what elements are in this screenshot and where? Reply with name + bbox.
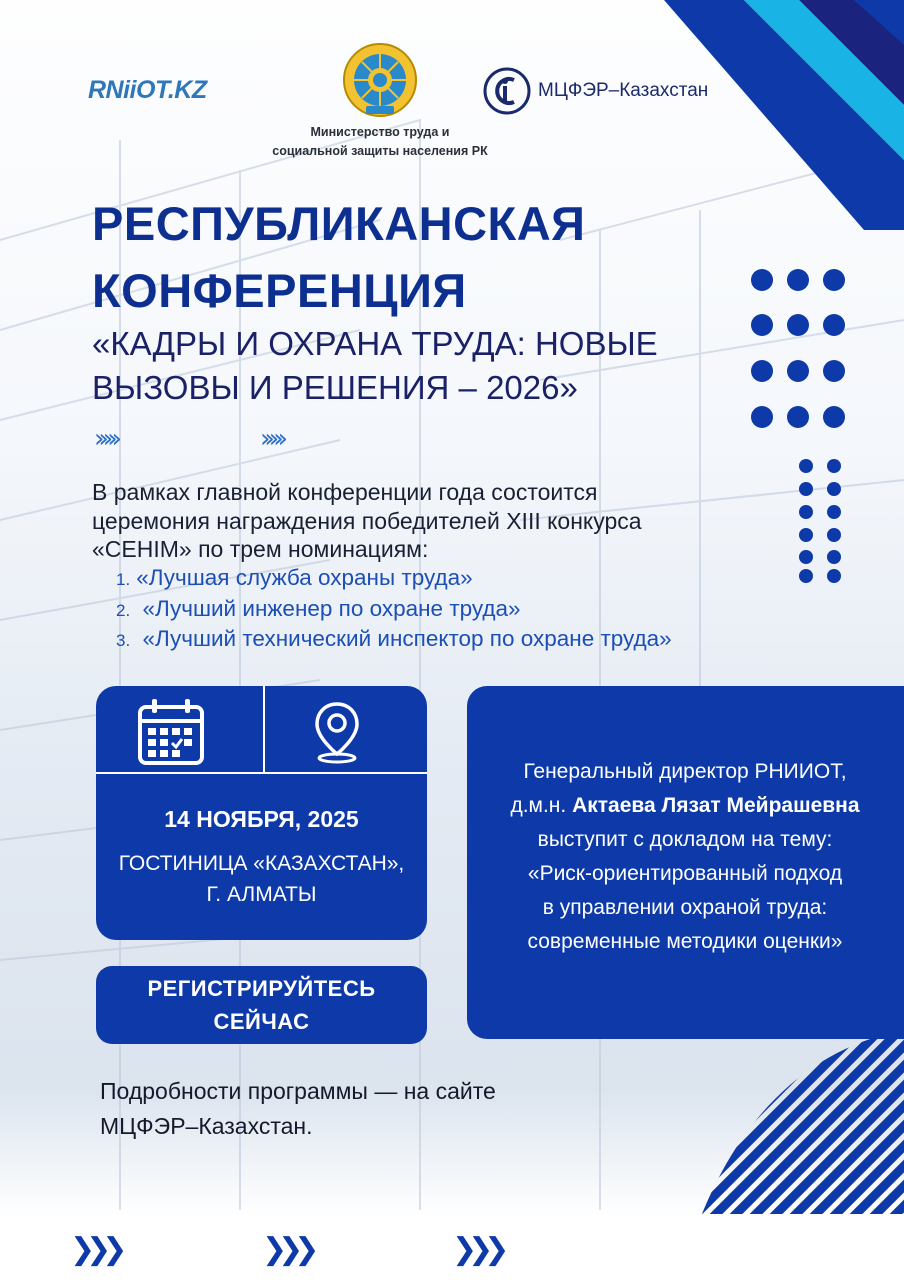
card-divider bbox=[96, 772, 427, 774]
kazakhstan-emblem-icon bbox=[342, 40, 418, 120]
list-item-text: «Лучший инженер по охране труда» bbox=[136, 595, 521, 621]
title-line-2: КОНФЕРЕНЦИЯ bbox=[92, 264, 467, 317]
mcfer-logo-icon bbox=[483, 67, 531, 115]
speaker-name-line bbox=[478, 789, 892, 823]
chevrons-icon: ››››› bbox=[94, 424, 116, 454]
speaker-name: Актаева Лязат Мейрашевна bbox=[572, 794, 860, 817]
intro-line-2: церемония награждения победителей XIII конкурса bbox=[92, 507, 642, 534]
chevrons-icon: ››››› bbox=[260, 424, 282, 454]
details-text bbox=[100, 1074, 620, 1144]
register-button[interactable] bbox=[96, 966, 427, 1044]
dot-column-decoration bbox=[796, 456, 846, 586]
intro-line-1: В рамках главной конференции года состоится bbox=[92, 479, 598, 505]
chevrons-icon: ❯❯❯ bbox=[262, 1232, 311, 1267]
intro-line-3: «СЕНІМ» по трем номинациям: bbox=[92, 536, 429, 562]
dot-grid-decoration bbox=[748, 266, 848, 432]
subtitle-line-2: ВЫЗОВЫ И РЕШЕНИЯ – 2026» bbox=[92, 369, 578, 406]
intro-text bbox=[92, 478, 792, 564]
speaker-topic-line-3: современные методики оценки» bbox=[527, 930, 843, 953]
register-button-line-1: РЕГИСТРИРУЙТЕСЬ bbox=[147, 976, 376, 1001]
list-item-number: 3. bbox=[116, 631, 131, 650]
list-item-number: 1. bbox=[116, 570, 131, 589]
speaker-degree: д.м.н. bbox=[510, 794, 573, 817]
mcfer-logo-text: МЦФЭР–Казахстан bbox=[538, 80, 709, 101]
list-item bbox=[116, 564, 672, 595]
speaker-position: Генеральный директор РНИИОТ, bbox=[523, 760, 847, 783]
list-item-text: «Лучший технический инспектор по охране труда» bbox=[136, 626, 672, 651]
ministry-caption bbox=[230, 123, 530, 161]
list-item-number: 2. bbox=[116, 600, 131, 620]
subtitle-line-1: «КАДРЫ И ОХРАНА ТРУДА: НОВЫЕ bbox=[92, 325, 658, 362]
nominations-list bbox=[116, 564, 672, 656]
venue-line-2: Г. АЛМАТЫ bbox=[206, 883, 317, 906]
list-item bbox=[116, 625, 672, 656]
chevrons-icon: ❯❯❯ bbox=[452, 1232, 501, 1267]
list-item bbox=[116, 595, 672, 626]
details-line-2: МЦФЭР–Казахстан. bbox=[100, 1113, 313, 1139]
speaker-topic-line-2: в управлении охраной труда: bbox=[542, 896, 828, 919]
details-line-1: Подробности программы — на сайте bbox=[100, 1078, 496, 1104]
icon-divider bbox=[263, 686, 265, 772]
ministry-line-2: социальной защиты населения РК bbox=[272, 144, 488, 158]
speaker-topic-intro: выступит с докладом на тему: bbox=[537, 828, 833, 851]
event-date: 14 НОЯБРЯ, 2025 bbox=[164, 806, 359, 832]
title-line-1: РЕСПУБЛИКАНСКАЯ bbox=[92, 197, 586, 250]
speaker-info bbox=[478, 755, 892, 959]
conference-title bbox=[92, 190, 585, 324]
ministry-line-1: Министерство труда и bbox=[310, 125, 450, 139]
location-pin-icon bbox=[312, 700, 362, 764]
conference-subtitle bbox=[92, 322, 732, 410]
speaker-topic-line-1: «Риск-ориентированный подход bbox=[527, 862, 843, 885]
rniiot-logo: RNiiOT.KZ bbox=[88, 76, 207, 104]
register-button-line-2: СЕЙЧАС bbox=[213, 1009, 310, 1034]
event-venue bbox=[96, 848, 427, 910]
chevrons-icon: ❯❯❯ bbox=[70, 1232, 119, 1267]
corner-decoration bbox=[624, 0, 904, 230]
calendar-icon bbox=[136, 697, 206, 767]
venue-line-1: ГОСТИНИЦА «КАЗАХСТАН», bbox=[118, 852, 405, 875]
list-item-text: «Лучшая служба охраны труда» bbox=[136, 565, 473, 590]
